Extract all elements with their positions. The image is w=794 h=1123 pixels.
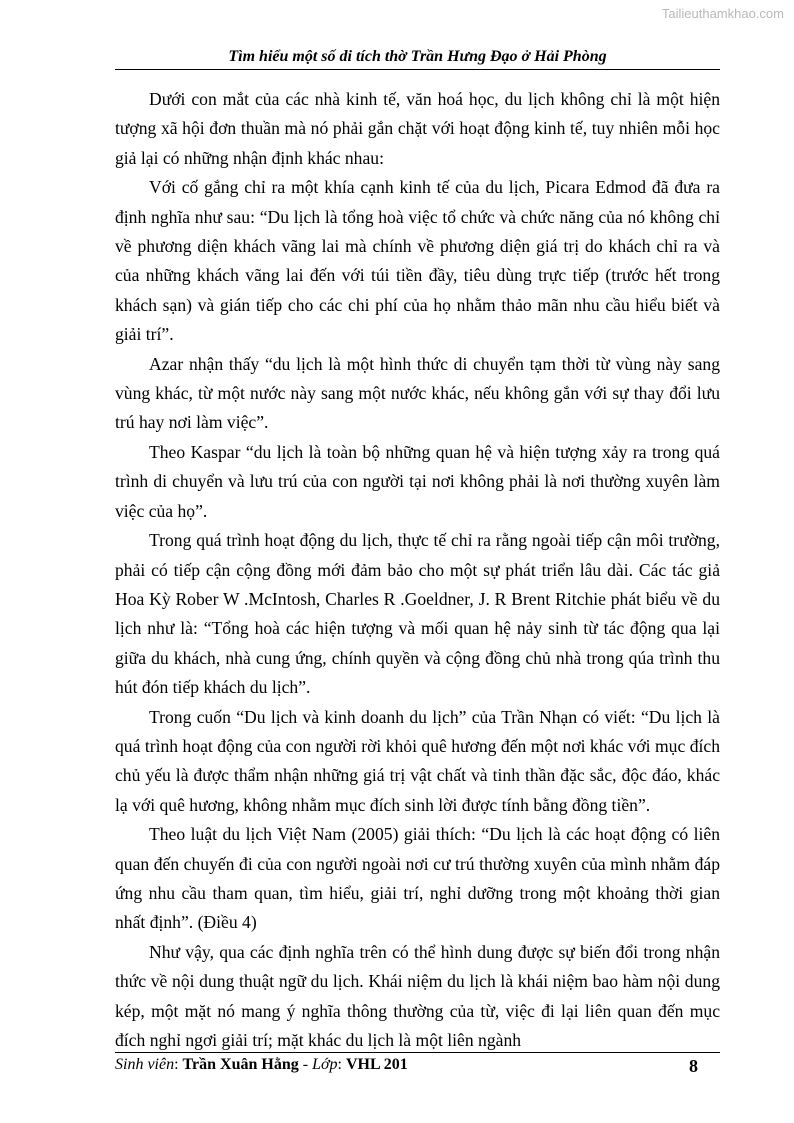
class-label: Lớp	[312, 1056, 338, 1073]
paragraph-5: Trong quá trình hoạt động du lịch, thực tế chỉ ra rằng ngoài tiếp cận môi trường, phải có tiếp cận cộng đồng mới đảm bảo cho một sự phát triển lâu dài. Các tác giả Hoa Kỳ Rober W .McIntosh, Charles R .Goeldner, J. R Brent Ritchie phát biểu về du lịch như là: “Tổng hoà các hiện tượng và mối quan hệ nảy sinh từ tác động qua lại giữa du khách, nhà cung ứng, chính quyền và cộng đồng chủ nhà trong qúa trình thu hút đón tiếp khách du lịch”.	[115, 530, 720, 698]
separator: -	[298, 1056, 313, 1073]
header-divider	[115, 69, 720, 70]
paragraph-6: Trong cuốn “Du lịch và kinh doanh du lịch” của Trần Nhạn có viết: “Du lịch là quá trình hoạt động của con người rời khỏi quê hương đến một nơi khác với mục đích chủ yếu là được thẩm nhận những giá trị vật chất và tinh thần đặc sắc, độc đáo, khác lạ với quê hương, không nhằm mục đích sinh lời được tính bằng đồng tiền”.	[115, 706, 720, 815]
paragraph-8: Như vậy, qua các định nghĩa trên có thể hình dung được sự biến đổi trong nhận thức về nội dung thuật ngữ du lịch. Khái niệm du lịch là khái niệm bao hàm nội dung kép, một mặt nó mang ý nghĩa thông thường của từ, việc đi lại liên quan đến mục đích nghỉ ngơi giải trí; mặt khác du lịch là một liên ngành	[115, 941, 720, 1050]
watermark: Tailieuthamkhao.com	[661, 6, 784, 21]
paragraph-2: Với cố gắng chỉ ra một khía cạnh kinh tế của du lịch, Picara Edmod đã đưa ra định nghĩa như sau: “Du lịch là tổng hoà việc tổ chức và chức năng của nó không chỉ về phương diện khách vãng lai mà chính về phương diện giá trị do khách chỉ ra và của những khách vãng lai đến với túi tiền đầy, tiêu dùng trực tiếp (trước hết trong khách sạn) và gián tiếp cho các chi phí của họ nhằm thảo mãn nhu cầu hiểu biết và giải trí”.	[115, 177, 720, 345]
student-name: Trần Xuân Hằng	[182, 1056, 299, 1073]
class-name: VHL 201	[345, 1056, 408, 1073]
paragraph-1: Dưới con mắt của các nhà kinh tế, văn hoá học, du lịch không chỉ là một hiện tượng xã hội đơn thuần mà nó phải gắn chặt với hoạt động kinh tế, tuy nhiên mỗi học giả lại có những nhận định khác nhau:	[115, 89, 720, 168]
colon-2: :	[337, 1056, 346, 1073]
paragraph-4: Theo Kaspar “du lịch là toàn bộ những quan hệ và hiện tượng xảy ra trong quá trình di chuyển và lưu trú của con người tại nơi không phải là nơi thường xuyên làm việc của họ”.	[115, 441, 720, 521]
paragraph-7: Theo luật du lịch Việt Nam (2005) giải thích: “Du lịch là các hoạt động có liên quan đến chuyến đi của con người ngoài nơi cư trú thường xuyên của mình nhằm đáp ứng nhu cầu tham quan, tìm hiểu, giải trí, nghỉ dưỡng trong một khoảng thời gian nhất định”. (Điều 4)	[115, 824, 720, 933]
colon-1: :	[174, 1056, 183, 1073]
student-label: Sinh viên	[115, 1056, 175, 1073]
footer-divider	[115, 1052, 720, 1053]
page-number: 8	[689, 1056, 698, 1076]
page-footer	[115, 1056, 720, 1074]
paragraph-3: Azar nhận thấy “du lịch là một hình thức di chuyển tạm thời từ vùng này sang vùng khác, từ một nước này sang một nước khác, nếu không gắn với sự thay đổi lưu trú hay nơi làm việc”.	[115, 353, 720, 433]
page-header-title: Tìm hiểu một số di tích thờ Trần Hưng Đạo ở Hải Phòng	[228, 48, 607, 65]
document-body	[115, 85, 720, 1055]
